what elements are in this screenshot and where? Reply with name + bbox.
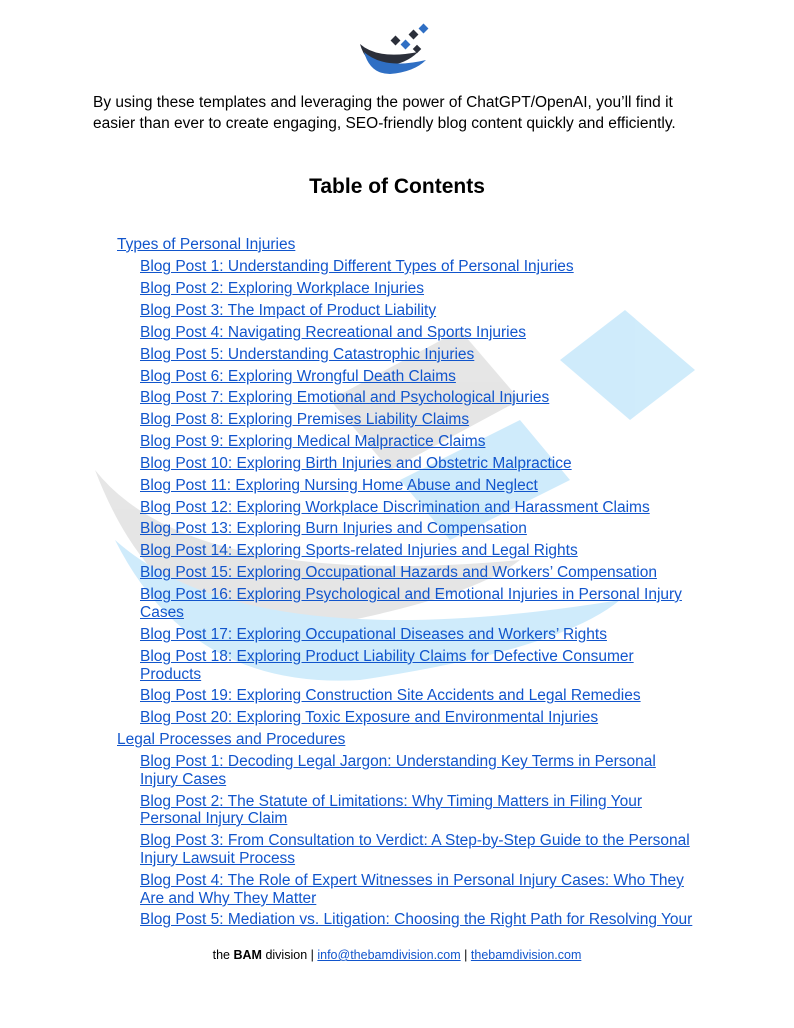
footer-prefix: the — [212, 948, 231, 962]
toc-link[interactable]: Blog Post 1: Understanding Different Types of Personal Injuries — [140, 258, 574, 275]
toc-link[interactable]: Blog Post 11: Exploring Nursing Home Abuse and Neglect — [140, 477, 538, 494]
toc-link-continued[interactable]: Injury Lawsuit Process — [140, 850, 296, 867]
toc-link[interactable]: Blog Post 10: Exploring Birth Injuries and Obstetric Malpractice — [140, 455, 572, 472]
footer-separator: | — [464, 948, 468, 962]
toc-link[interactable]: Blog Post 3: The Impact of Product Liability — [140, 302, 437, 319]
toc-link[interactable]: Blog Post 19: Exploring Construction Site Accidents and Legal Remedies — [140, 687, 641, 704]
toc-link[interactable]: Blog Post 1: Decoding Legal Jargon: Understanding Key Terms in Personal — [140, 753, 656, 770]
toc-link[interactable]: Blog Post 9: Exploring Medical Malpractice Claims — [140, 433, 486, 450]
toc-link-continued[interactable]: Injury Cases — [140, 771, 227, 788]
toc-link-continued[interactable]: Personal Injury Claim — [140, 810, 288, 827]
footer-division: division — [265, 948, 308, 962]
toc-link[interactable]: Blog Post 12: Exploring Workplace Discrimination and Harassment Claims — [140, 499, 650, 516]
toc-link[interactable]: Blog Post 13: Exploring Burn Injuries and Compensation — [140, 520, 527, 537]
toc-link-continued[interactable]: Are and Why They Matter — [140, 890, 317, 907]
intro-line-1: By using these templates and leveraging the power of ChatGPT/OpenAI, you’ll find it — [93, 94, 673, 111]
footer-separator: | — [310, 948, 314, 962]
page-footer — [0, 948, 794, 962]
toc-link[interactable]: Blog Post 4: Navigating Recreational and Sports Injuries — [140, 324, 526, 341]
toc-link[interactable]: Blog Post 14: Exploring Sports-related Injuries and Legal Rights — [140, 542, 578, 559]
intro-line-2: easier than ever to create engaging, SEO-friendly blog content quickly and efficiently. — [93, 115, 676, 132]
footer-email-link[interactable]: info@thebamdivision.com — [317, 948, 461, 962]
toc-link[interactable]: Blog Post 16: Exploring Psychological and Emotional Injuries in Personal Injury — [140, 586, 682, 603]
toc-link[interactable]: Blog Post 4: The Role of Expert Witnesses in Personal Injury Cases: Who They — [140, 872, 684, 889]
toc-link[interactable]: Blog Post 2: Exploring Workplace Injuries — [140, 280, 425, 297]
toc-link[interactable]: Blog Post 15: Exploring Occupational Hazards and Workers’ Compensation — [140, 564, 657, 581]
toc-link[interactable]: Blog Post 20: Exploring Toxic Exposure and Environmental Injuries — [140, 709, 599, 726]
toc-link[interactable]: Blog Post 5: Mediation vs. Litigation: Choosing the Right Path for Resolving Your — [140, 911, 693, 928]
toc-title: Table of Contents — [309, 175, 485, 198]
toc-link-continued[interactable]: Products — [140, 666, 202, 683]
toc-link-continued[interactable]: Cases — [140, 604, 184, 621]
intro-paragraph — [93, 92, 713, 134]
toc-section-legal-processes[interactable]: Legal Processes and Procedures — [117, 731, 346, 748]
toc-link[interactable]: Blog Post 3: From Consultation to Verdict: A Step-by-Step Guide to the Personal — [140, 832, 690, 849]
toc-link[interactable]: Blog Post 5: Understanding Catastrophic Injuries — [140, 346, 475, 363]
footer-website-link[interactable]: thebamdivision.com — [470, 948, 582, 962]
toc-link[interactable]: Blog Post 7: Exploring Emotional and Psychological Injuries — [140, 389, 550, 406]
toc-link[interactable]: Blog Post 2: The Statute of Limitations: Why Timing Matters in Filing Your — [140, 793, 642, 810]
bam-logo-icon — [358, 22, 436, 74]
toc-section-types-of-personal-injuries[interactable]: Types of Personal Injuries — [117, 236, 296, 253]
toc-link[interactable]: Blog Post 8: Exploring Premises Liability Claims — [140, 411, 470, 428]
toc-link[interactable]: Blog Post 6: Exploring Wrongful Death Claims — [140, 368, 456, 385]
toc-link[interactable]: Blog Post 17: Exploring Occupational Diseases and Workers’ Rights — [140, 626, 607, 643]
footer-brand: BAM — [233, 948, 262, 962]
toc-link[interactable]: Blog Post 18: Exploring Product Liability Claims for Defective Consumer — [140, 648, 634, 665]
